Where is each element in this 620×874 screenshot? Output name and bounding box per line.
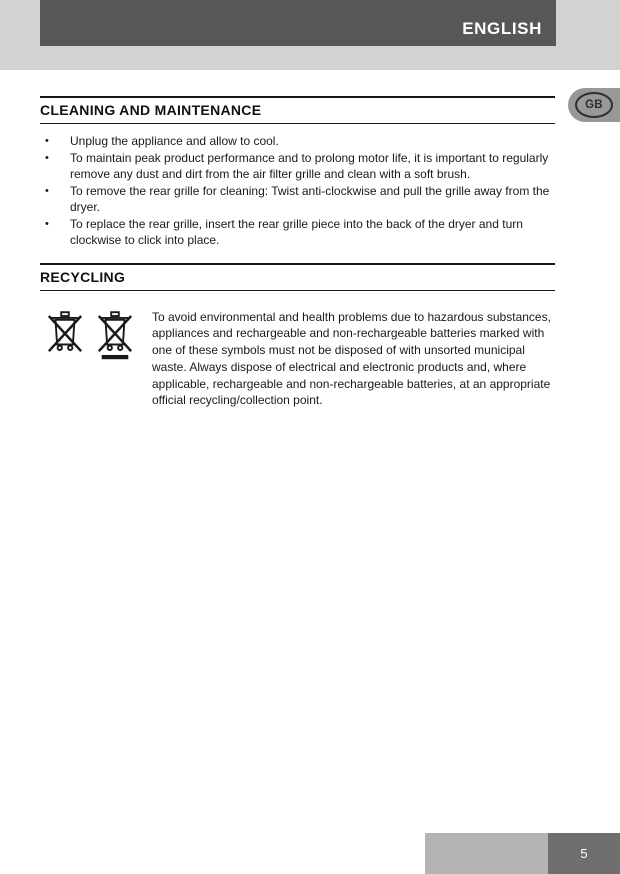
bullet-list (40, 133, 555, 249)
content-column (40, 96, 555, 409)
header-bar (40, 0, 556, 46)
recycling-paragraph: To avoid environmental and health problems due to hazardous substances, appliances and rechargeable and non-rechargeable batteries marked with one of these symbols must not be disposed of with unsorted municipal waste. Always dispose of electrical and electronic products and, where applicable, rechargeable and non-rechargeable batteries, at an appropriate official recycling/collection point. (152, 309, 551, 408)
weee-icon-group (40, 309, 152, 410)
section-heading-recycling: RECYCLING (40, 263, 555, 291)
language-badge-label: GB (585, 99, 603, 111)
weee-crossed-bin-underlined-icon (96, 309, 134, 361)
bullet-marker: • (45, 184, 49, 197)
bullet-text: To replace the rear grille, insert the rear grille piece into the back of the dryer and turn clockwise to click into place. (70, 216, 523, 247)
list-item (40, 183, 555, 216)
list-item (40, 216, 555, 249)
page-number: 5 (580, 846, 588, 861)
recycling-section (40, 309, 555, 410)
footer-bar (425, 833, 620, 874)
weee-crossed-bin-icon (46, 309, 84, 361)
bullet-marker: • (45, 135, 49, 147)
page-number-box (548, 833, 620, 874)
section-heading-cleaning: CLEANING AND MAINTENANCE (40, 96, 555, 124)
list-item (40, 133, 555, 150)
bullet-marker: • (45, 217, 49, 230)
page-title: ENGLISH (462, 19, 542, 38)
page-content-layer (0, 70, 620, 874)
bullet-text: To remove the rear grille for cleaning: Twist anti-clockwise and pull the grille away from the dryer. (70, 183, 550, 214)
bullet-text: To maintain peak product performance and to prolong motor life, it is important to regularly remove any dust and dirt from the air filter grille and clean with a soft brush. (70, 150, 549, 181)
list-item (40, 150, 555, 183)
bullet-marker: • (45, 151, 49, 164)
bullet-text: Unplug the appliance and allow to cool. (70, 134, 279, 148)
